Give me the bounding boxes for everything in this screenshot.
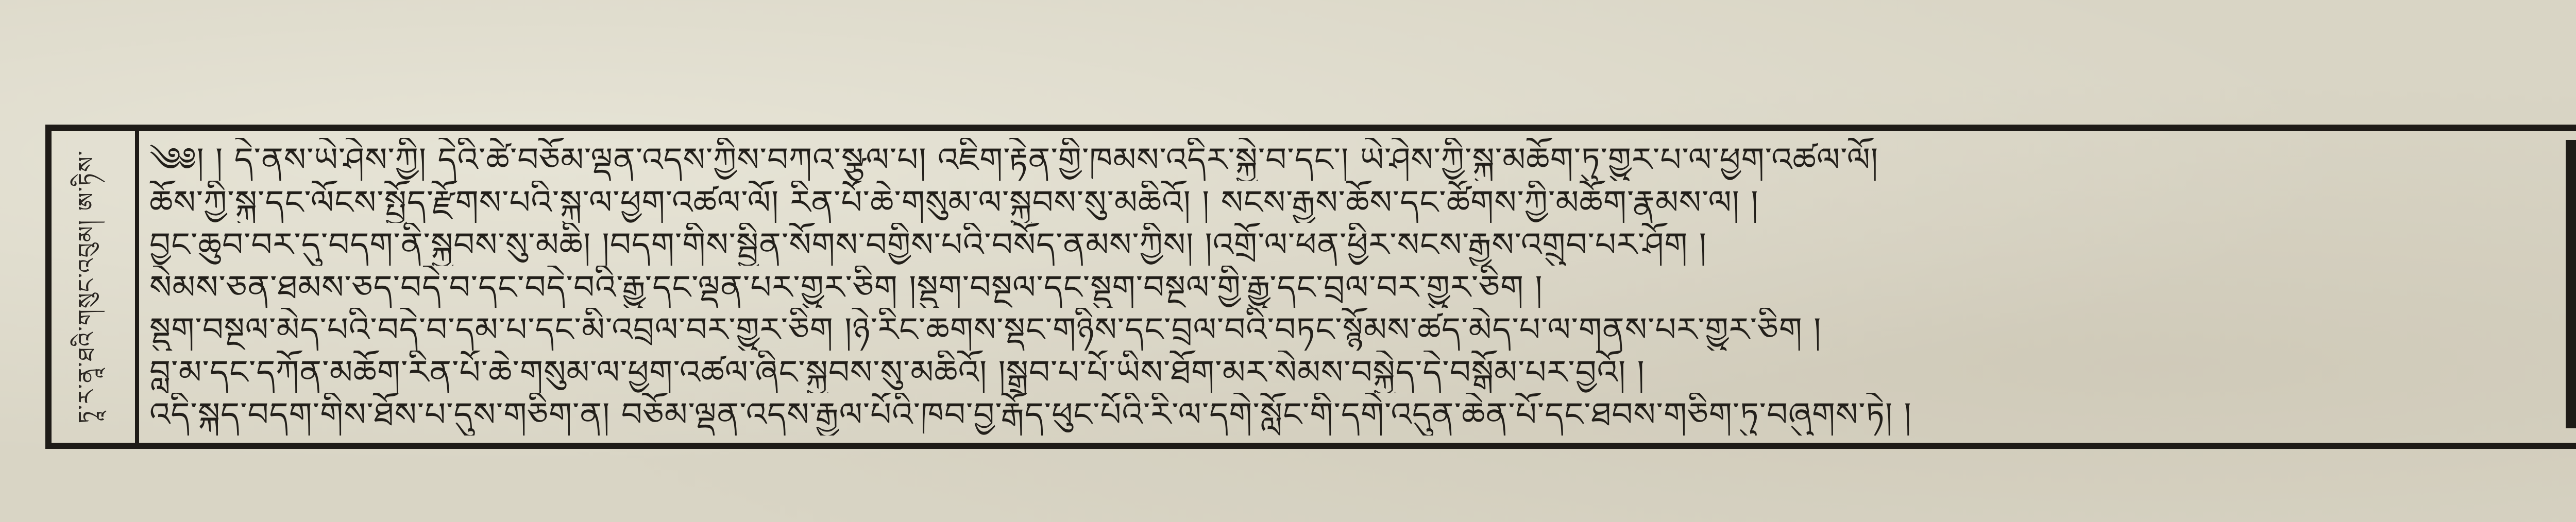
text-line-5: སྡུག་བསྔལ་མེད་པའི་བདེ་བ་དམ་པ་དང་མི་འབྲལ་བར་གྱུར་ཅིག །ཉེ་རིང་ཆགས་སྡང་གཉིས་དང་བྲལ་བའི་བཏང་སྙོམས་ཚད་མེད་པ་ལ་གནས་པར་གྱུར་ཅིག ། <box>149 311 1822 350</box>
margin-title-label: ཏཱ་ར་ནཱ་ཐའི་གསུང་འབུམ། ཨ་ཏིས་ <box>74 150 100 424</box>
text-block <box>149 138 2548 436</box>
text-line-6: བླ་མ་དང་དཀོན་མཆོག་རིན་པོ་ཆེ་གསུམ་ལ་ཕྱག་འཚལ་ཞིང་སྐྱབས་སུ་མཆིའོ། །སྒྲུབ་པ་པོ་ཡིས་ཐོག་མར་སེམས་བསྐྱེད་དེ་བསྒོམ་པར་བྱའོ། ། <box>149 353 1645 392</box>
left-margin-panel <box>52 131 139 443</box>
text-line-7: འདི་སྐད་བདག་གིས་ཐོས་པ་དུས་གཅིག་ན། བཅོམ་ལྡན་འདས་རྒྱལ་པོའི་ཁབ་བྱ་རྒོད་ཕུང་པོའི་རི་ལ་དགེ་སློང་གི་དགེ་འདུན་ཆེན་པོ་དང་ཐབས་གཅིག་ཏུ་བཞུགས་ཏེ། ། <box>149 396 1912 434</box>
text-line-3: བྱང་ཆུབ་བར་དུ་བདག་ནི་སྐྱབས་སུ་མཆི། །བདག་གིས་སྦྱིན་སོགས་བགྱིས་པའི་བསོད་ནམས་ཀྱིས། །འགྲོ་ལ་ཕན་ཕྱིར་སངས་རྒྱས་འགྲུབ་པར་ཤོག ། <box>149 226 1707 265</box>
text-line-4: སེམས་ཅན་ཐམས་ཅད་བདེ་བ་དང་བདེ་བའི་རྒྱུ་དང་ལྡན་པར་གྱུར་ཅིག །སྡུག་བསྔལ་དང་སྡུག་བསྔལ་གྱི་རྒྱུ་དང་བྲལ་བར་གྱུར་ཅིག ། <box>149 268 1543 307</box>
text-line-2: ཆོས་ཀྱི་སྐུ་དང་ལོངས་སྤྱོད་རྫོགས་པའི་སྐུ་ལ་ཕྱག་འཚལ་ལོ། རིན་པོ་ཆེ་གསུམ་ལ་སྐྱབས་སུ་མཆིའོ། ། སངས་རྒྱས་ཆོས་དང་ཚོགས་ཀྱི་མཆོག་རྣམས་ལ། ། <box>149 183 1759 222</box>
text-line-1: ༄༅། ། དེ་ནས་ཡེ་ཤེས་ཀྱི། དེའི་ཚེ་བཅོམ་ལྡན་འདས་ཀྱིས་བཀའ་སྩལ་པ། འཇིག་རྟེན་གྱི་ཁམས་འདིར་སྐྱེ་བ་དང་། ཡེ་ཤེས་ཀྱི་སྐུ་མཆོག་ཏུ་གྱུར་པ་ལ་ཕྱག་འཚལ་ལོ། <box>149 141 1879 179</box>
text-frame <box>45 125 2576 449</box>
right-margin-bar <box>2566 140 2576 428</box>
